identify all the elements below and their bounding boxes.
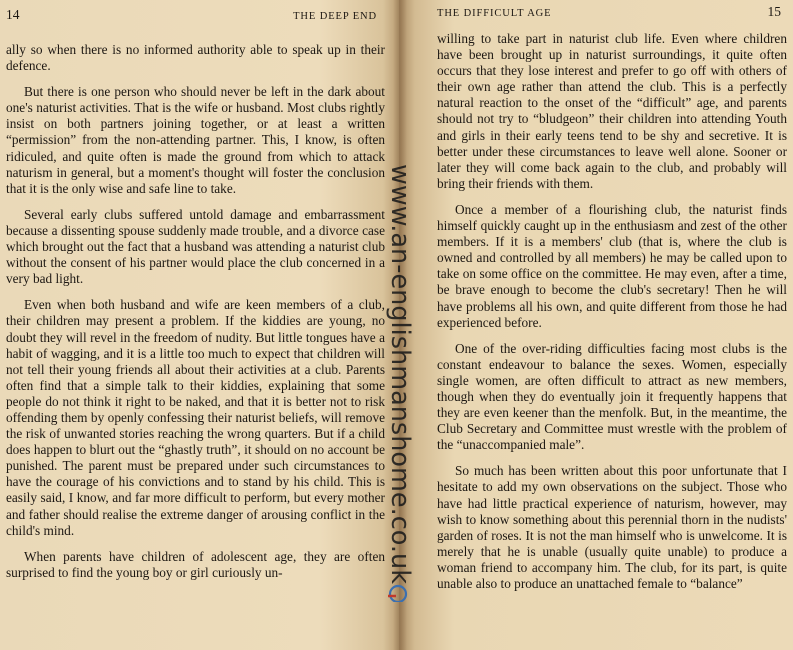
right-page-text bbox=[437, 31, 787, 592]
left-page-text bbox=[6, 42, 385, 581]
paragraph: But there is one person who should never be left in the dark about one's naturist activities. That is the wife or husband. Most clubs rightly insist on both partners joining together, or at least a written “permission” from the non-attending partner. This, I know, is often ridiculed, and quite often is made the ground from which to attack naturism in general, but a moment's thought will foster the conclusion that it is the only wise and safe line to take. bbox=[6, 84, 385, 196]
paragraph: ally so when there is no informed authority able to speak up in their defence. bbox=[6, 42, 385, 74]
paragraph: Even when both husband and wife are keen members of a club, their children may present a problem. If the kiddies are young, no doubt they will revel in the freedom of nudity. But little tongues have a habit of wagging, and it is a little too much to expect that children will not tell their young friends all about their activities at a club. Parents often find that a simple talk to their kiddies, explaining that some people do not think it right to be naked, and that it is better not to risk offending them by openly confessing their naturist beliefs, will remove the risk of unwanted stories reaching the wrong quarters. But if a child does happen to blurt out the “ghastly truth”, it should on no account be punished. The parent must be prepared under such circumstances to have the courage of his convictions and to stand by his child. This is easily said, I know, and far more difficult to perform, but every mother and father should realise the extreme danger of arousing conflict in the child's mind. bbox=[6, 297, 385, 538]
paragraph: Once a member of a flourishing club, the naturist finds himself quickly caught up in the enthusiasm and zest of the other members. If it is a members' club (that is, where the club is owned and controlled by all members) he may be called upon to take on some office on the committee. He may even, after a time, be brave enough to become the club's secretary! Then he will have problems all his own, and quite different from those he had experienced before. bbox=[437, 201, 787, 330]
paragraph: Several early clubs suffered untold damage and embarrassment because a dissenting spouse suddenly made trouble, and a divorce case which brought out the fact that a husband was attending a naturist club without the consent of his partner would place the club concerned in a very bad light. bbox=[6, 206, 385, 287]
book-gutter-shadow bbox=[393, 0, 407, 650]
right-page-header bbox=[437, 4, 787, 26]
left-page-number: 14 bbox=[6, 7, 20, 22]
right-page bbox=[399, 0, 793, 650]
left-running-head: THE DEEP END bbox=[293, 11, 377, 22]
paragraph: So much has been written about this poor unfortunate that I hesitate to add my own observations on the subject. Those who have had little practical experience of naturism, however, may wish to know something about this perennial thorn in the nudists' garden of roses. It is not the man himself who is unwelcome. It is merely that he is unable (usually quite unable) to produce a woman friend to accompany him. The club, for its part, is quite unable also to produce an unattached female to “balance” bbox=[437, 463, 787, 591]
left-page-header bbox=[6, 7, 385, 29]
paragraph: willing to take part in naturist club life. Even where children have been brought up in naturist surroundings, it quite often occurs that they lose interest and prefer to go off with others of their own age rather than attend the club. This is a perfectly natural reaction to the onset of the “difficult” age, and parents should not try to “bludgeon” their children into attending Youth and girls in their early teens tend to be shy and secretive. It is better under these circumstances to leave well alone. Sooner or later they will come back again to the club, and probably will bring their friends with them. bbox=[437, 31, 787, 191]
paragraph: When parents have children of adolescent age, they are often surprised to find the young boy or girl curiously un- bbox=[6, 548, 385, 580]
watermark-text: www.an-englishmanshome.co.uk bbox=[385, 164, 415, 592]
paragraph: One of the over-riding difficulties facing most clubs is the constant endeavour to balance the sexes. Women, especially single women, are often difficult to attract as new members, though when they do eventually join it frequently happens that they are even keener than the menfolk. But, in the meantime, the Club Secretary and Committee must wrestle with the problem of the “unaccompanied male”. bbox=[437, 340, 787, 453]
right-page-number: 15 bbox=[767, 4, 781, 19]
right-running-head: THE DIFFICULT AGE bbox=[437, 8, 552, 19]
